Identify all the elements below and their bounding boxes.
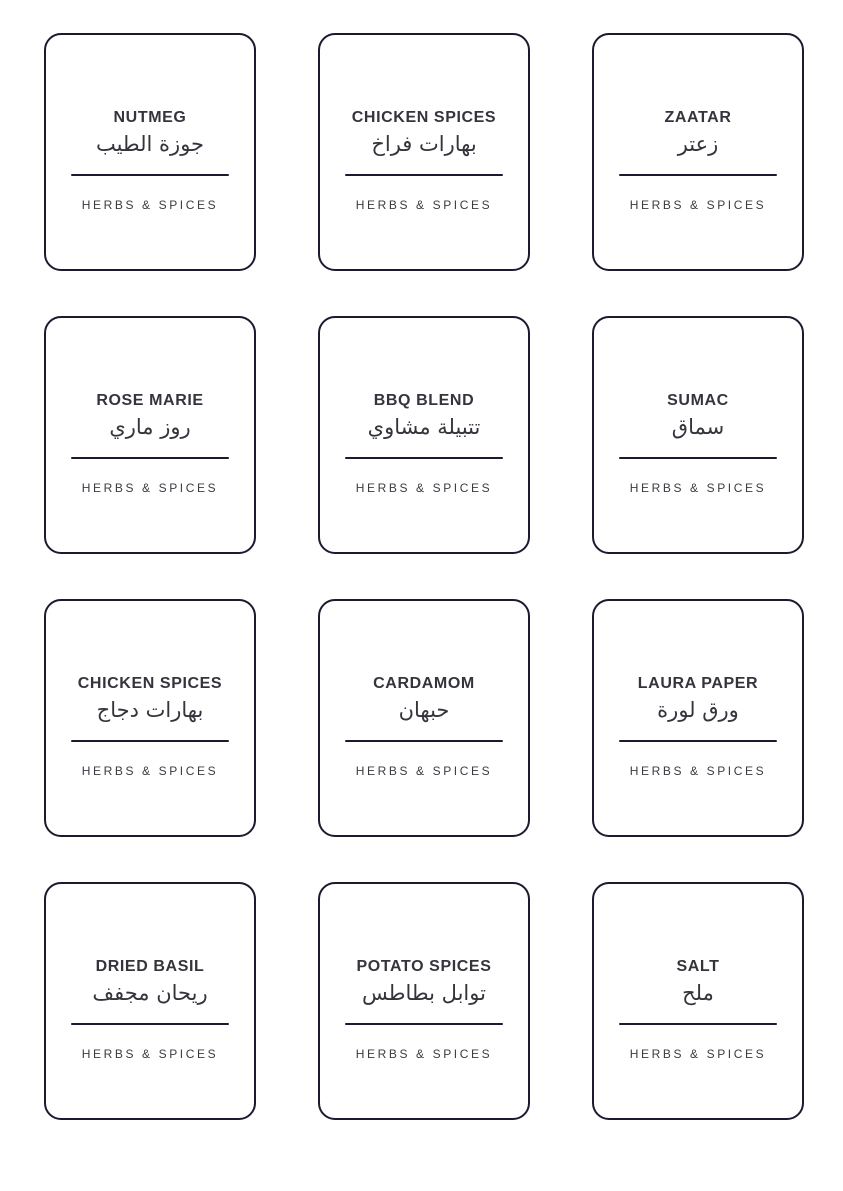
spice-label-card (318, 316, 530, 554)
category-label: HERBS & SPICES (81, 480, 219, 495)
spice-name-english: BBQ BLEND (373, 392, 475, 410)
divider-line (619, 1023, 777, 1025)
divider-line (345, 740, 503, 742)
spice-name-arabic: تتبيلة مشاوي (367, 415, 481, 440)
spice-name-english: SUMAC (667, 392, 729, 410)
spice-name-english: NUTMEG (113, 109, 187, 127)
spice-label-card (592, 316, 804, 554)
category-label: HERBS & SPICES (355, 197, 493, 212)
spice-name-arabic: ملح (682, 981, 714, 1006)
spice-name-arabic: ورق لورة (657, 698, 739, 723)
spice-name-arabic: توابل بطاطس (362, 981, 486, 1006)
spice-name-english: ROSE MARIE (96, 392, 204, 410)
spice-name-english: DRIED BASIL (95, 958, 205, 976)
category-label: HERBS & SPICES (81, 763, 219, 778)
category-label: HERBS & SPICES (629, 480, 767, 495)
spice-label-card (318, 33, 530, 271)
category-label: HERBS & SPICES (629, 197, 767, 212)
divider-line (71, 174, 229, 176)
spice-name-english: CHICKEN SPICES (77, 675, 223, 693)
divider-line (619, 457, 777, 459)
category-label: HERBS & SPICES (629, 763, 767, 778)
divider-line (619, 740, 777, 742)
divider-line (71, 740, 229, 742)
spice-label-card (44, 882, 256, 1120)
spice-label-card (592, 599, 804, 837)
labels-grid (44, 33, 804, 1120)
divider-line (619, 174, 777, 176)
divider-line (71, 457, 229, 459)
spice-label-card (592, 882, 804, 1120)
spice-name-english: SALT (676, 958, 720, 976)
divider-line (345, 457, 503, 459)
divider-line (71, 1023, 229, 1025)
spice-name-arabic: سماق (671, 415, 725, 440)
spice-label-card (592, 33, 804, 271)
category-label: HERBS & SPICES (355, 480, 493, 495)
category-label: HERBS & SPICES (355, 1046, 493, 1061)
divider-line (345, 1023, 503, 1025)
spice-name-english: ZAATAR (664, 109, 732, 127)
category-label: HERBS & SPICES (355, 763, 493, 778)
spice-label-card (318, 599, 530, 837)
spice-name-arabic: بهارات فراخ (371, 132, 477, 157)
spice-name-english: LAURA PAPER (637, 675, 759, 693)
spice-name-english: CHICKEN SPICES (351, 109, 497, 127)
spice-name-arabic: بهارات دجاج (96, 698, 204, 723)
category-label: HERBS & SPICES (81, 1046, 219, 1061)
divider-line (345, 174, 503, 176)
spice-name-english: CARDAMOM (373, 675, 475, 693)
spice-name-arabic: ريحان مجفف (92, 981, 208, 1006)
category-label: HERBS & SPICES (81, 197, 219, 212)
spice-label-card (318, 882, 530, 1120)
spice-name-arabic: زعتر (677, 132, 719, 157)
spice-name-english: POTATO SPICES (356, 958, 492, 976)
spice-name-arabic: جوزة الطيب (95, 132, 205, 157)
spice-label-card (44, 33, 256, 271)
spice-label-card (44, 599, 256, 837)
spice-label-card (44, 316, 256, 554)
spice-name-arabic: روز ماري (109, 415, 191, 440)
category-label: HERBS & SPICES (629, 1046, 767, 1061)
spice-name-arabic: حبهان (398, 698, 450, 723)
